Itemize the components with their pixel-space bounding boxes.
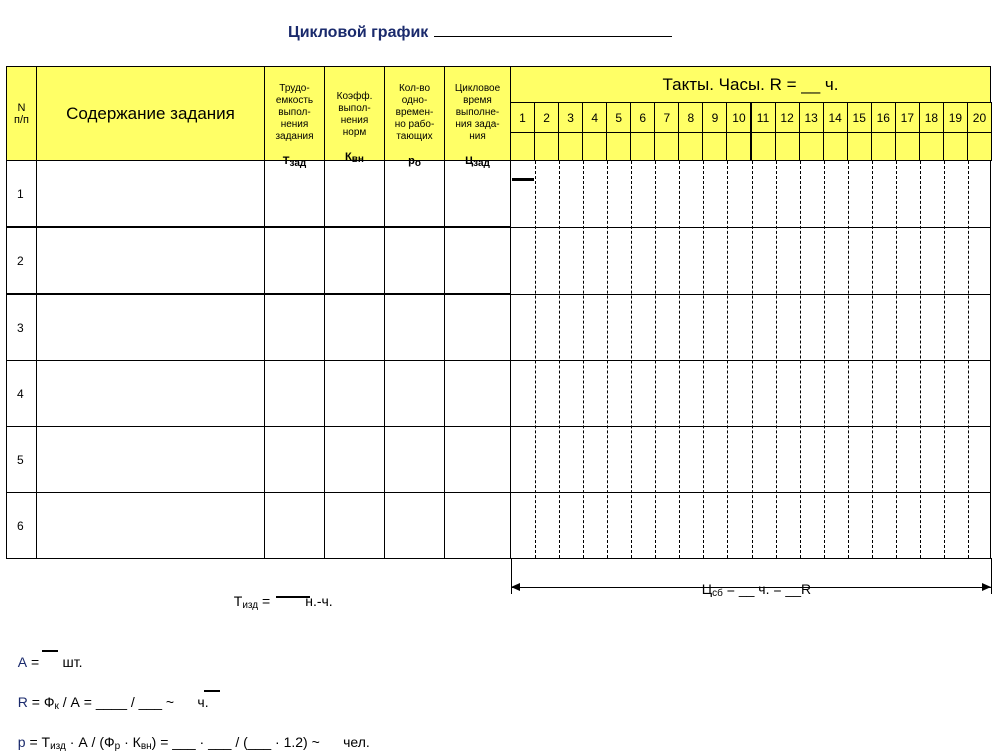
row-cycle-cell[interactable]: [444, 294, 511, 361]
schedule-row-line: [510, 558, 991, 559]
takt-number: 20: [967, 102, 992, 133]
row-labor-cell[interactable]: [264, 160, 325, 227]
takt-blank-cell: [895, 132, 920, 161]
row-number: 4: [6, 360, 37, 427]
formula-a: А = шт.: [17, 654, 83, 670]
header-labor: Трудо- емкость выпол- нения задания Тзад: [264, 66, 325, 161]
takt-blank-cell: [775, 132, 800, 161]
c-sb-summary: $Ц_{сб}$ = __ ч. = __R: [701, 581, 812, 599]
duration-tick-right: [991, 558, 992, 594]
takt-number: 14: [823, 102, 848, 133]
row-coef-cell[interactable]: [324, 294, 385, 361]
takt-blank-cell: [751, 132, 776, 161]
row-workers-cell[interactable]: [384, 426, 445, 493]
takt-number: 17: [895, 102, 920, 133]
schedule-row-line: [510, 294, 991, 295]
takt-number: 6: [630, 102, 655, 133]
row-coef-cell[interactable]: [324, 492, 385, 559]
takt-blank-cell: [943, 132, 968, 161]
takt-number: 3: [558, 102, 583, 133]
schedule-row-line: [510, 360, 991, 361]
row-number: 3: [6, 294, 37, 361]
row-cycle-cell[interactable]: [444, 492, 511, 559]
takt-blank-cell: [967, 132, 992, 161]
takt-blank-cell: [630, 132, 655, 161]
row-number: 1: [6, 160, 37, 227]
takt-blank-cell: [582, 132, 607, 161]
takt-number: 8: [678, 102, 703, 133]
takt-blank-cell: [847, 132, 872, 161]
takt-number: 13: [799, 102, 824, 133]
row-workers-cell[interactable]: [384, 492, 445, 559]
row-workers-cell[interactable]: [384, 160, 445, 227]
row-cycle-cell[interactable]: [444, 426, 511, 493]
row-workers-cell[interactable]: [384, 360, 445, 427]
schedule-row-line: [510, 426, 991, 427]
formula-p: $р = Т_{изд} \cdot А / (Ф_р \cdot К_{вн})$ = ___ · ___ / (___ · 1.2) ~ чел.: [17, 734, 370, 752]
row-content-cell[interactable]: [36, 160, 265, 227]
schedule-row-line: [510, 492, 991, 493]
row-coef-cell[interactable]: [324, 426, 385, 493]
row-content-cell[interactable]: [36, 360, 265, 427]
row-coef-cell[interactable]: [324, 360, 385, 427]
row-workers-cell[interactable]: [384, 227, 445, 294]
duration-arrow: [511, 587, 991, 588]
formula-r: $R = Ф_к / А$ = ____ / ___ ~ ч.: [17, 694, 209, 712]
row-content-cell[interactable]: [36, 426, 265, 493]
row-content-cell[interactable]: [36, 492, 265, 559]
takt-blank-cell: [606, 132, 631, 161]
blank-t-izd: [276, 596, 310, 598]
header-content: Содержание задания: [36, 66, 265, 161]
row-cycle-cell[interactable]: [444, 160, 511, 227]
row-labor-cell[interactable]: [264, 360, 325, 427]
blank-a: [42, 650, 58, 652]
header-takts-title: Такты. Часы. R = __ ч.: [510, 66, 991, 103]
takt-blank-cell: [871, 132, 896, 161]
row-cycle-cell[interactable]: [444, 227, 511, 294]
takt-number: 19: [943, 102, 968, 133]
takt-number: 10: [726, 102, 751, 133]
takt-number: 15: [847, 102, 872, 133]
schedule-row-line: [510, 227, 991, 228]
header-workers: Кол-во одно- времен- но рабо- тающих ро: [384, 66, 445, 161]
takt-number: 11: [751, 102, 776, 133]
header-number: N п/п: [6, 66, 37, 161]
takt-blank-cell: [823, 132, 848, 161]
takt-blank-cell: [799, 132, 824, 161]
row-cycle-cell[interactable]: [444, 360, 511, 427]
row-labor-cell[interactable]: [264, 492, 325, 559]
row-number: 2: [6, 227, 37, 294]
takt-number: 9: [702, 102, 727, 133]
row-labor-cell[interactable]: [264, 294, 325, 361]
takt-blank-cell: [702, 132, 727, 161]
takt-number: 1: [510, 102, 535, 133]
takt-blank-cell: [558, 132, 583, 161]
row-content-cell[interactable]: [36, 294, 265, 361]
arrow-left-icon: [511, 583, 520, 591]
header-cycle: Цикловое время выполне- ния зада- ния Цзад: [444, 66, 511, 161]
takt-number: 12: [775, 102, 800, 133]
blank-r: [204, 690, 220, 692]
takt-blank-cell: [919, 132, 944, 161]
row-content-cell[interactable]: [36, 227, 265, 294]
row-labor-cell[interactable]: [264, 426, 325, 493]
row-number: 6: [6, 492, 37, 559]
takt-number: 5: [606, 102, 631, 133]
takt-number: 16: [871, 102, 896, 133]
takt-blank-cell: [678, 132, 703, 161]
takt-number: 4: [582, 102, 607, 133]
takt-blank-cell: [654, 132, 679, 161]
header-coef: Коэфф. выпол- нения норм Квн: [324, 66, 385, 161]
row-workers-cell[interactable]: [384, 294, 445, 361]
page-title: Цикловой график: [288, 22, 672, 42]
takt-number: 2: [534, 102, 559, 133]
t-izd-summary: $Т_{изд}$ = н.-ч.: [233, 593, 333, 611]
row-labor-cell[interactable]: [264, 227, 325, 294]
arrow-right-icon: [982, 583, 991, 591]
row-coef-cell[interactable]: [324, 160, 385, 227]
takt-number: 18: [919, 102, 944, 133]
schedule-bar: [512, 178, 534, 181]
takt-blank-cell: [534, 132, 559, 161]
takt-number: 7: [654, 102, 679, 133]
takt-blank-cell: [510, 132, 535, 161]
row-number: 5: [6, 426, 37, 493]
takt-blank-cell: [726, 132, 751, 161]
row-coef-cell[interactable]: [324, 227, 385, 294]
